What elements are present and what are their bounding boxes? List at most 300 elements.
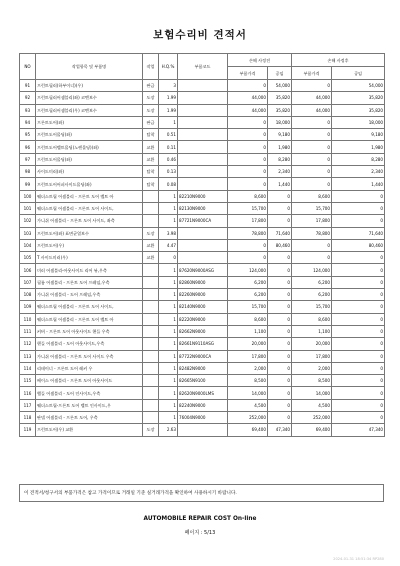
- cell-no: 93: [20, 104, 36, 116]
- cell-p1: 8,600: [228, 190, 268, 202]
- cell-work: [143, 325, 159, 337]
- table-row: [20, 424, 385, 436]
- cell-l2: 0: [332, 276, 385, 288]
- cell-p2: 0: [292, 178, 332, 190]
- cell-l1: 47,340: [268, 424, 292, 436]
- cell-work: [143, 190, 159, 202]
- cell-hq: 0.13: [159, 166, 178, 178]
- table-row: [20, 325, 385, 337]
- cell-name: 핸들 어셈블리 - 도어 아웃사이드,우측: [36, 338, 143, 350]
- cell-l2: 0: [332, 387, 385, 399]
- cell-l2: 0: [332, 215, 385, 227]
- cell-l1: 0: [268, 412, 292, 424]
- cell-l2: 0: [332, 190, 385, 202]
- cell-l2: 35,820: [332, 92, 385, 104]
- cell-no: 97: [20, 153, 36, 165]
- cell-p2: 252,000: [292, 412, 332, 424]
- cell-work: [143, 362, 159, 374]
- cell-l1: 0: [268, 375, 292, 387]
- cell-p1: 0: [228, 178, 268, 190]
- cell-no: 101: [20, 202, 36, 214]
- cell-name: 프런트도어벨트몰딩(노렌몰딩)(좌): [36, 141, 143, 153]
- header-code: 부품코드: [178, 54, 228, 80]
- cell-l2: 71,640: [332, 227, 385, 239]
- cell-name: 프런트필러어셈블리(좌) 코멘보수: [36, 92, 143, 104]
- cell-hq: 4.47: [159, 239, 178, 251]
- cell-p2: 8,500: [292, 375, 332, 387]
- cell-hq: 3.98: [159, 227, 178, 239]
- table-row: [20, 239, 385, 251]
- cell-hq: 1: [159, 264, 178, 276]
- cell-l2: 0: [332, 264, 385, 276]
- table-row: [20, 190, 385, 202]
- estimate-table: [19, 53, 385, 437]
- disclaimer-note: 이 견적서/청구서의 부품가격은 참고 가격이므로 거래일 기준 실거래가격을 확인하여 사용하시기 바랍니다.: [19, 484, 384, 502]
- header-labor-after: 공임: [332, 67, 385, 80]
- cell-code: 82240N9000: [178, 399, 228, 411]
- cell-p1: 0: [228, 252, 268, 264]
- cell-l2: 80,460: [332, 239, 385, 251]
- table-row: [20, 215, 385, 227]
- print-timestamp: 2024-01-31 18:51:34 RP280: [333, 557, 384, 561]
- cell-work: 판금: [143, 80, 159, 92]
- cell-hq: 1: [159, 375, 178, 387]
- cell-code: 82860N9000: [178, 276, 228, 288]
- cell-l2: 0: [332, 399, 385, 411]
- cell-work: 교환: [143, 153, 159, 165]
- cell-l2: 1,980: [332, 141, 385, 153]
- cell-hq: 1: [159, 313, 178, 325]
- cell-hq: 0.51: [159, 129, 178, 141]
- cell-no: 99: [20, 178, 36, 190]
- cell-code: 82260N9000: [178, 289, 228, 301]
- header-after: 손해 사정후: [292, 54, 385, 67]
- cell-hq: 0.46: [159, 153, 178, 165]
- cell-work: [143, 289, 159, 301]
- cell-p1: 0: [228, 153, 268, 165]
- cell-l1: 0: [268, 313, 292, 325]
- cell-name: 프런트필러(하부이너)(우): [36, 80, 143, 92]
- cell-name: 햄들 어셈블리 - 도어 인사이드,우측: [36, 387, 143, 399]
- cell-p1: 6,200: [228, 276, 268, 288]
- cell-p2: 15,700: [292, 202, 332, 214]
- cell-p2: 8,600: [292, 313, 332, 325]
- cell-l2: 54,000: [332, 80, 385, 92]
- cell-no: 111: [20, 325, 36, 337]
- cell-l1: 35,820: [268, 92, 292, 104]
- cell-code: 82220N9000: [178, 313, 228, 325]
- cell-p2: 0: [292, 129, 332, 141]
- cell-p1: 124,000: [228, 264, 268, 276]
- header-item: 작업항목 및 부품명: [36, 54, 143, 80]
- cell-hq: 1: [159, 325, 178, 337]
- cell-work: 교환: [143, 239, 159, 251]
- cell-no: 110: [20, 313, 36, 325]
- table-row: [20, 412, 385, 424]
- cell-p1: 44,000: [228, 104, 268, 116]
- cell-code: 82482N9000: [178, 362, 228, 374]
- cell-p1: 6,200: [228, 289, 268, 301]
- cell-l1: 71,640: [268, 227, 292, 239]
- cell-l1: 0: [268, 338, 292, 350]
- cell-hq: 0.11: [159, 141, 178, 153]
- cell-p1: 17,800: [228, 215, 268, 227]
- table-row: [20, 289, 385, 301]
- cell-p1: 8,600: [228, 313, 268, 325]
- cell-no: 102: [20, 215, 36, 227]
- cell-l2: 0: [332, 289, 385, 301]
- cell-p1: 8,500: [228, 375, 268, 387]
- cell-l1: 0: [268, 252, 292, 264]
- cell-p1: 0: [228, 239, 268, 251]
- cell-name: 프론트도어(좌): [36, 116, 143, 128]
- cell-hq: 1: [159, 116, 178, 128]
- cell-l2: 0: [332, 301, 385, 313]
- header-hq: H.Q.%: [159, 54, 178, 80]
- cell-p1: 0: [228, 80, 268, 92]
- cell-p2: 14,000: [292, 387, 332, 399]
- table-row: [20, 276, 385, 288]
- cell-l1: 0: [268, 202, 292, 214]
- cell-work: [143, 202, 159, 214]
- cell-l1: 0: [268, 190, 292, 202]
- cell-name: 리테이너 - 프론트 도어 레커 우: [36, 362, 143, 374]
- cell-code: 82661N9110ASG: [178, 338, 228, 350]
- table-row: [20, 264, 385, 276]
- header-work: 작업: [143, 54, 159, 80]
- cell-name: 프런트도어몰딩(좌): [36, 129, 143, 141]
- cell-l1: 1,440: [268, 178, 292, 190]
- cell-p2: 0: [292, 80, 332, 92]
- cell-hq: 0: [159, 252, 178, 264]
- cell-no: 96: [20, 141, 36, 153]
- cell-work: 도장: [143, 227, 159, 239]
- cell-work: [143, 375, 159, 387]
- cell-no: 114: [20, 362, 36, 374]
- cell-l2: 0: [332, 338, 385, 350]
- cell-name: 프런트도어(좌) 표면균열보수: [36, 227, 143, 239]
- cell-hq: 1: [159, 301, 178, 313]
- cell-hq: 1: [159, 276, 178, 288]
- cell-no: 118: [20, 412, 36, 424]
- cell-name: 사이드미러(좌): [36, 166, 143, 178]
- cell-l2: 35,820: [332, 104, 385, 116]
- cell-work: 탈착: [143, 178, 159, 190]
- cell-no: 117: [20, 399, 36, 411]
- table-row: [20, 301, 385, 313]
- cell-p2: 69,400: [292, 424, 332, 436]
- cell-no: 94: [20, 116, 36, 128]
- table-row: [20, 313, 385, 325]
- cell-name: 프런트도어(우) 교환: [36, 424, 143, 436]
- cell-l1: 54,000: [268, 80, 292, 92]
- cell-no: 104: [20, 239, 36, 251]
- cell-hq: 1.99: [159, 92, 178, 104]
- cell-name: 베이스 어셈블리 - 프론트 도어 아웃사이드: [36, 375, 143, 387]
- cell-work: 도장: [143, 104, 159, 116]
- cell-code: [178, 166, 228, 178]
- cell-name: 미러 어셈블리-아웃사이드 리어 뷰,우측: [36, 264, 143, 276]
- cell-code: 87721N9000CA: [178, 215, 228, 227]
- cell-p1: 4,500: [228, 399, 268, 411]
- cell-p2: 6,200: [292, 289, 332, 301]
- cell-p1: 15,700: [228, 202, 268, 214]
- table-row: [20, 166, 385, 178]
- cell-l1: 0: [268, 350, 292, 362]
- document-title: 보험수리비 견적서: [153, 29, 247, 41]
- table-row: [20, 362, 385, 374]
- cell-l1: 0: [268, 215, 292, 227]
- cell-code: 82662N9000: [178, 325, 228, 337]
- cell-code: [178, 178, 228, 190]
- table-row: [20, 375, 385, 387]
- table-row: [20, 227, 385, 239]
- cell-code: [178, 227, 228, 239]
- cell-work: [143, 399, 159, 411]
- header-price-before: 부품가격: [228, 67, 268, 80]
- cell-p2: 124,000: [292, 264, 332, 276]
- cell-p1: 78,800: [228, 227, 268, 239]
- cell-l2: 2,340: [332, 166, 385, 178]
- cell-code: [178, 80, 228, 92]
- cell-work: [143, 264, 159, 276]
- cell-code: [178, 424, 228, 436]
- cell-no: 98: [20, 166, 36, 178]
- cell-hq: 1: [159, 202, 178, 214]
- cell-hq: 1: [159, 190, 178, 202]
- cell-no: 107: [20, 276, 36, 288]
- table-row: [20, 141, 385, 153]
- cell-work: [143, 215, 159, 227]
- table-row: [20, 129, 385, 141]
- cell-no: 113: [20, 350, 36, 362]
- cell-name: 가니쉬 어셈블리 - 도어 프레임,우측: [36, 289, 143, 301]
- cell-code: [178, 153, 228, 165]
- cell-code: 82130N9000: [178, 202, 228, 214]
- cell-no: 112: [20, 338, 36, 350]
- cell-l2: 18,000: [332, 116, 385, 128]
- cell-l2: 1,440: [332, 178, 385, 190]
- table-row: [20, 80, 385, 92]
- cell-hq: 3: [159, 80, 178, 92]
- cell-work: 탈착: [143, 166, 159, 178]
- cell-hq: 1: [159, 338, 178, 350]
- cell-p2: 17,800: [292, 350, 332, 362]
- cell-code: [178, 239, 228, 251]
- cell-hq: 1: [159, 412, 178, 424]
- cell-code: 82665N9100: [178, 375, 228, 387]
- cell-no: 105: [20, 252, 36, 264]
- cell-l1: 18,000: [268, 116, 292, 128]
- cell-hq: 1: [159, 350, 178, 362]
- cell-name: 프런트도어어퍼사이드몰딩(좌): [36, 178, 143, 190]
- cell-name: 웨더스트립 어셈블리 - 프론트 도어 사이드,: [36, 202, 143, 214]
- cell-work: [143, 301, 159, 313]
- cell-l2: 0: [332, 313, 385, 325]
- table-row: [20, 104, 385, 116]
- cell-l2: 0: [332, 202, 385, 214]
- cell-l1: 9,180: [268, 129, 292, 141]
- cell-work: [143, 412, 159, 424]
- table-row: [20, 178, 385, 190]
- cell-p2: 15,700: [292, 301, 332, 313]
- cell-p2: 8,600: [292, 190, 332, 202]
- cell-code: [178, 116, 228, 128]
- cell-code: 76004N9000: [178, 412, 228, 424]
- cell-name: 커버 - 프론트 도어 아웃사이드 핸들 우측: [36, 325, 143, 337]
- header-labor-before: 공임: [268, 67, 292, 80]
- table-row: [20, 399, 385, 411]
- cell-hq: 1: [159, 362, 178, 374]
- cell-p1: 17,800: [228, 350, 268, 362]
- table-row: [20, 387, 385, 399]
- cell-l1: 0: [268, 362, 292, 374]
- cell-name: T 사이드미러(우): [36, 252, 143, 264]
- cell-work: 도장: [143, 92, 159, 104]
- cell-p2: 0: [292, 153, 332, 165]
- cell-code: [178, 104, 228, 116]
- cell-l2: 47,340: [332, 424, 385, 436]
- cell-name: 웨더스트립 어셈블리 - 프론트 도어 벨트 아: [36, 190, 143, 202]
- cell-work: 도장: [143, 424, 159, 436]
- cell-l1: 0: [268, 276, 292, 288]
- cell-name: 웨더스트립 어셈블리 - 프론트 도어 벨트 아: [36, 313, 143, 325]
- cell-l1: 8,280: [268, 153, 292, 165]
- cell-l1: 0: [268, 387, 292, 399]
- table-row: [20, 338, 385, 350]
- cell-hq: 1: [159, 289, 178, 301]
- cell-work: [143, 313, 159, 325]
- cell-p2: 1,100: [292, 325, 332, 337]
- cell-work: [143, 387, 159, 399]
- cell-l1: 80,460: [268, 239, 292, 251]
- cell-p2: 4,500: [292, 399, 332, 411]
- table-row: [20, 92, 385, 104]
- cell-p1: 44,000: [228, 92, 268, 104]
- cell-no: 106: [20, 264, 36, 276]
- cell-no: 95: [20, 129, 36, 141]
- cell-no: 103: [20, 227, 36, 239]
- cell-code: 82620N9000LMS: [178, 387, 228, 399]
- cell-p1: 0: [228, 116, 268, 128]
- page-number: 페이지 : 5/13: [184, 530, 216, 536]
- cell-p1: 0: [228, 141, 268, 153]
- cell-code: [178, 129, 228, 141]
- cell-l2: 8,280: [332, 153, 385, 165]
- cell-hq: 0.08: [159, 178, 178, 190]
- cell-name: 웨더스트립-프론트 도어 벨트 인사이드,우: [36, 399, 143, 411]
- cell-p2: 6,200: [292, 276, 332, 288]
- table-row: [20, 350, 385, 362]
- cell-l2: 0: [332, 362, 385, 374]
- table-row: [20, 116, 385, 128]
- cell-no: 92: [20, 92, 36, 104]
- cell-l1: 0: [268, 399, 292, 411]
- cell-name: 프런트필러어셈블리(우) 코멘보수: [36, 104, 143, 116]
- cell-code: 87620N9000ASG: [178, 264, 228, 276]
- table-row: [20, 153, 385, 165]
- cell-work: [143, 276, 159, 288]
- cell-p1: 0: [228, 166, 268, 178]
- cell-p2: 0: [292, 166, 332, 178]
- footer-title: AUTOMOBILE REPAIR COST On-line: [143, 516, 257, 522]
- cell-work: 판금: [143, 116, 159, 128]
- cell-l1: 0: [268, 301, 292, 313]
- cell-name: 필름 어셈블리 - 프론트 도어 프레임,우측: [36, 276, 143, 288]
- cell-l2: 0: [332, 325, 385, 337]
- cell-work: 교환: [143, 252, 159, 264]
- cell-no: 115: [20, 375, 36, 387]
- cell-l1: 1,980: [268, 141, 292, 153]
- cell-p1: 69,400: [228, 424, 268, 436]
- cell-p1: 2,000: [228, 362, 268, 374]
- cell-no: 119: [20, 424, 36, 436]
- cell-no: 100: [20, 190, 36, 202]
- header-price-after: 부품가격: [292, 67, 332, 80]
- cell-p2: 17,800: [292, 215, 332, 227]
- cell-work: 교환: [143, 141, 159, 153]
- header-no: NO: [20, 54, 36, 80]
- table-row: [20, 202, 385, 214]
- cell-no: 91: [20, 80, 36, 92]
- cell-p2: 44,000: [292, 92, 332, 104]
- cell-l2: 0: [332, 252, 385, 264]
- cell-l2: 0: [332, 350, 385, 362]
- cell-p2: 0: [292, 252, 332, 264]
- cell-p2: 78,800: [292, 227, 332, 239]
- cell-no: 108: [20, 289, 36, 301]
- cell-work: [143, 338, 159, 350]
- cell-hq: 1: [159, 399, 178, 411]
- cell-l2: 0: [332, 375, 385, 387]
- cell-name: 가니쉬 어셈블리 - 프론트 도어 사이드, 좌측: [36, 215, 143, 227]
- cell-code: [178, 252, 228, 264]
- cell-hq: 1: [159, 215, 178, 227]
- cell-hq: 1: [159, 387, 178, 399]
- cell-p1: 1,100: [228, 325, 268, 337]
- cell-code: [178, 141, 228, 153]
- cell-p1: 252,000: [228, 412, 268, 424]
- cell-p1: 14,000: [228, 387, 268, 399]
- cell-p1: 20,000: [228, 338, 268, 350]
- header-before: 손해 사정전: [228, 54, 292, 67]
- cell-name: 웨더스트립 어셈블리 - 프론트 도어 사이드,: [36, 301, 143, 313]
- cell-no: 109: [20, 301, 36, 313]
- cell-p2: 20,000: [292, 338, 332, 350]
- cell-l1: 35,820: [268, 104, 292, 116]
- cell-work: [143, 350, 159, 362]
- cell-p1: 0: [228, 129, 268, 141]
- cell-l2: 0: [332, 412, 385, 424]
- cell-work: 탈착: [143, 129, 159, 141]
- cell-p2: 0: [292, 116, 332, 128]
- cell-l2: 9,180: [332, 129, 385, 141]
- cell-p2: 44,000: [292, 104, 332, 116]
- cell-p2: 2,000: [292, 362, 332, 374]
- cell-l1: 2,340: [268, 166, 292, 178]
- cell-code: 82210N9000: [178, 190, 228, 202]
- table-row: [20, 252, 385, 264]
- cell-hq: 2.63: [159, 424, 178, 436]
- cell-code: 82140N9000: [178, 301, 228, 313]
- cell-hq: 1.99: [159, 104, 178, 116]
- cell-l1: 0: [268, 325, 292, 337]
- cell-name: 프런트도어몰딩(좌): [36, 153, 143, 165]
- cell-p2: 0: [292, 239, 332, 251]
- cell-name: 가니쉬 어셈블리 - 프론트 도어 사이드 우측: [36, 350, 143, 362]
- cell-code: 87722N9000CA: [178, 350, 228, 362]
- cell-l1: 0: [268, 289, 292, 301]
